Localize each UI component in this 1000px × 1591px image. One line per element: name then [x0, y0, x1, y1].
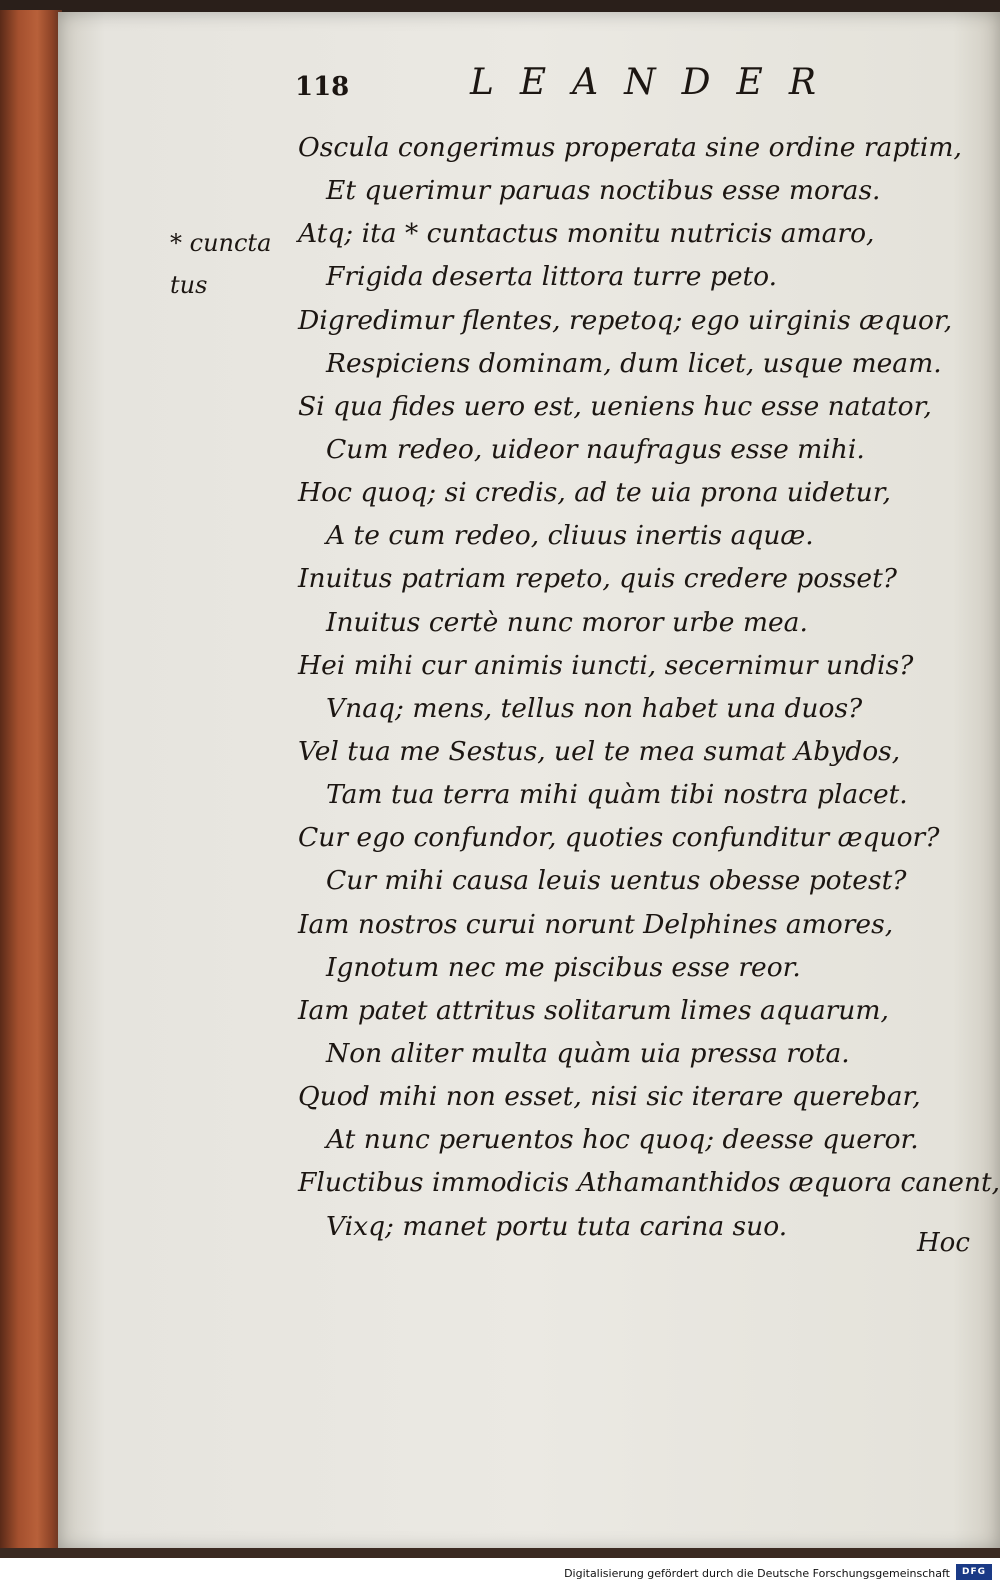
- verse-line: Non aliter multa quàm uia pressa rota.: [326, 1037, 850, 1069]
- verse-line: Vnaq; mens, tellus non habet una duos?: [326, 692, 863, 724]
- verse-line: Vel tua me Sestus, uel te mea sumat Abydos,: [298, 735, 901, 767]
- footer: [0, 1558, 1000, 1591]
- verse-line: Inuitus patriam repeto, quis credere posset?: [298, 563, 897, 595]
- running-head: LEANDER: [470, 62, 842, 103]
- marginal-note-line: tus: [170, 271, 208, 299]
- verse-line: Fluctibus immodicis Athamanthidos æquora canent,: [298, 1167, 1000, 1199]
- verse-line: Cur ego confundor, quoties confunditur æquor?: [298, 822, 940, 854]
- catchword: Hoc: [917, 1228, 970, 1258]
- verse-line: Inuitus certè nunc moror urbe mea.: [326, 606, 808, 638]
- verse-line: Et querimur paruas noctibus esse moras.: [326, 175, 881, 207]
- verse-line: Hei mihi cur animis iuncti, secernimur undis?: [298, 649, 914, 681]
- verse-line: Frigida deserta littora turre peto.: [326, 261, 778, 293]
- book-spine-edge: [0, 10, 62, 1550]
- verse-line: Atq; ita * cuntactus monitu nutricis amaro,: [298, 218, 875, 250]
- marginal-note: [170, 222, 271, 306]
- verse-line: Hoc quoq; si credis, ad te uia prona uidetur,: [298, 477, 891, 509]
- verse-line: Iam nostros curui norunt Delphines amores,: [298, 908, 894, 940]
- verse-line: Si qua fides uero est, ueniens huc esse natator,: [298, 390, 932, 422]
- verse-line: Vixq; manet portu tuta carina suo.: [326, 1210, 788, 1242]
- verse-line: Digredimur flentes, repetoq; ego uirginis æquor,: [298, 304, 953, 336]
- verse-line: Cur mihi causa leuis uentus obesse potest?: [326, 865, 907, 897]
- verse-block: [298, 126, 1000, 1248]
- verse-line: Respiciens dominam, dum licet, usque meam.: [326, 347, 942, 379]
- dfg-logo: DFG: [956, 1564, 992, 1580]
- funding-notice: Digitalisierung gefördert durch die Deutsche Forschungsgemeinschaft: [564, 1567, 950, 1580]
- verse-line: A te cum redeo, cliuus inertis aquæ.: [326, 520, 814, 552]
- verse-line: Cum redeo, uideor naufragus esse mihi.: [326, 433, 865, 465]
- verse-line: Ignotum nec me piscibus esse reor.: [326, 951, 801, 983]
- verse-line: Tam tua terra mihi quàm tibi nostra placet.: [326, 779, 908, 811]
- bottom-edge: [0, 1548, 1000, 1558]
- page-number: 118: [295, 72, 350, 102]
- marginal-note-line: * cuncta: [170, 229, 272, 257]
- verse-line: Iam patet attritus solitarum limes aquarum,: [298, 994, 889, 1026]
- verse-line: Oscula congerimus properata sine ordine raptim,: [298, 132, 962, 163]
- verse-line: Quod mihi non esset, nisi sic iterare querebar,: [298, 1081, 921, 1113]
- verse-line: At nunc peruentos hoc quoq; deesse queror.: [326, 1124, 919, 1156]
